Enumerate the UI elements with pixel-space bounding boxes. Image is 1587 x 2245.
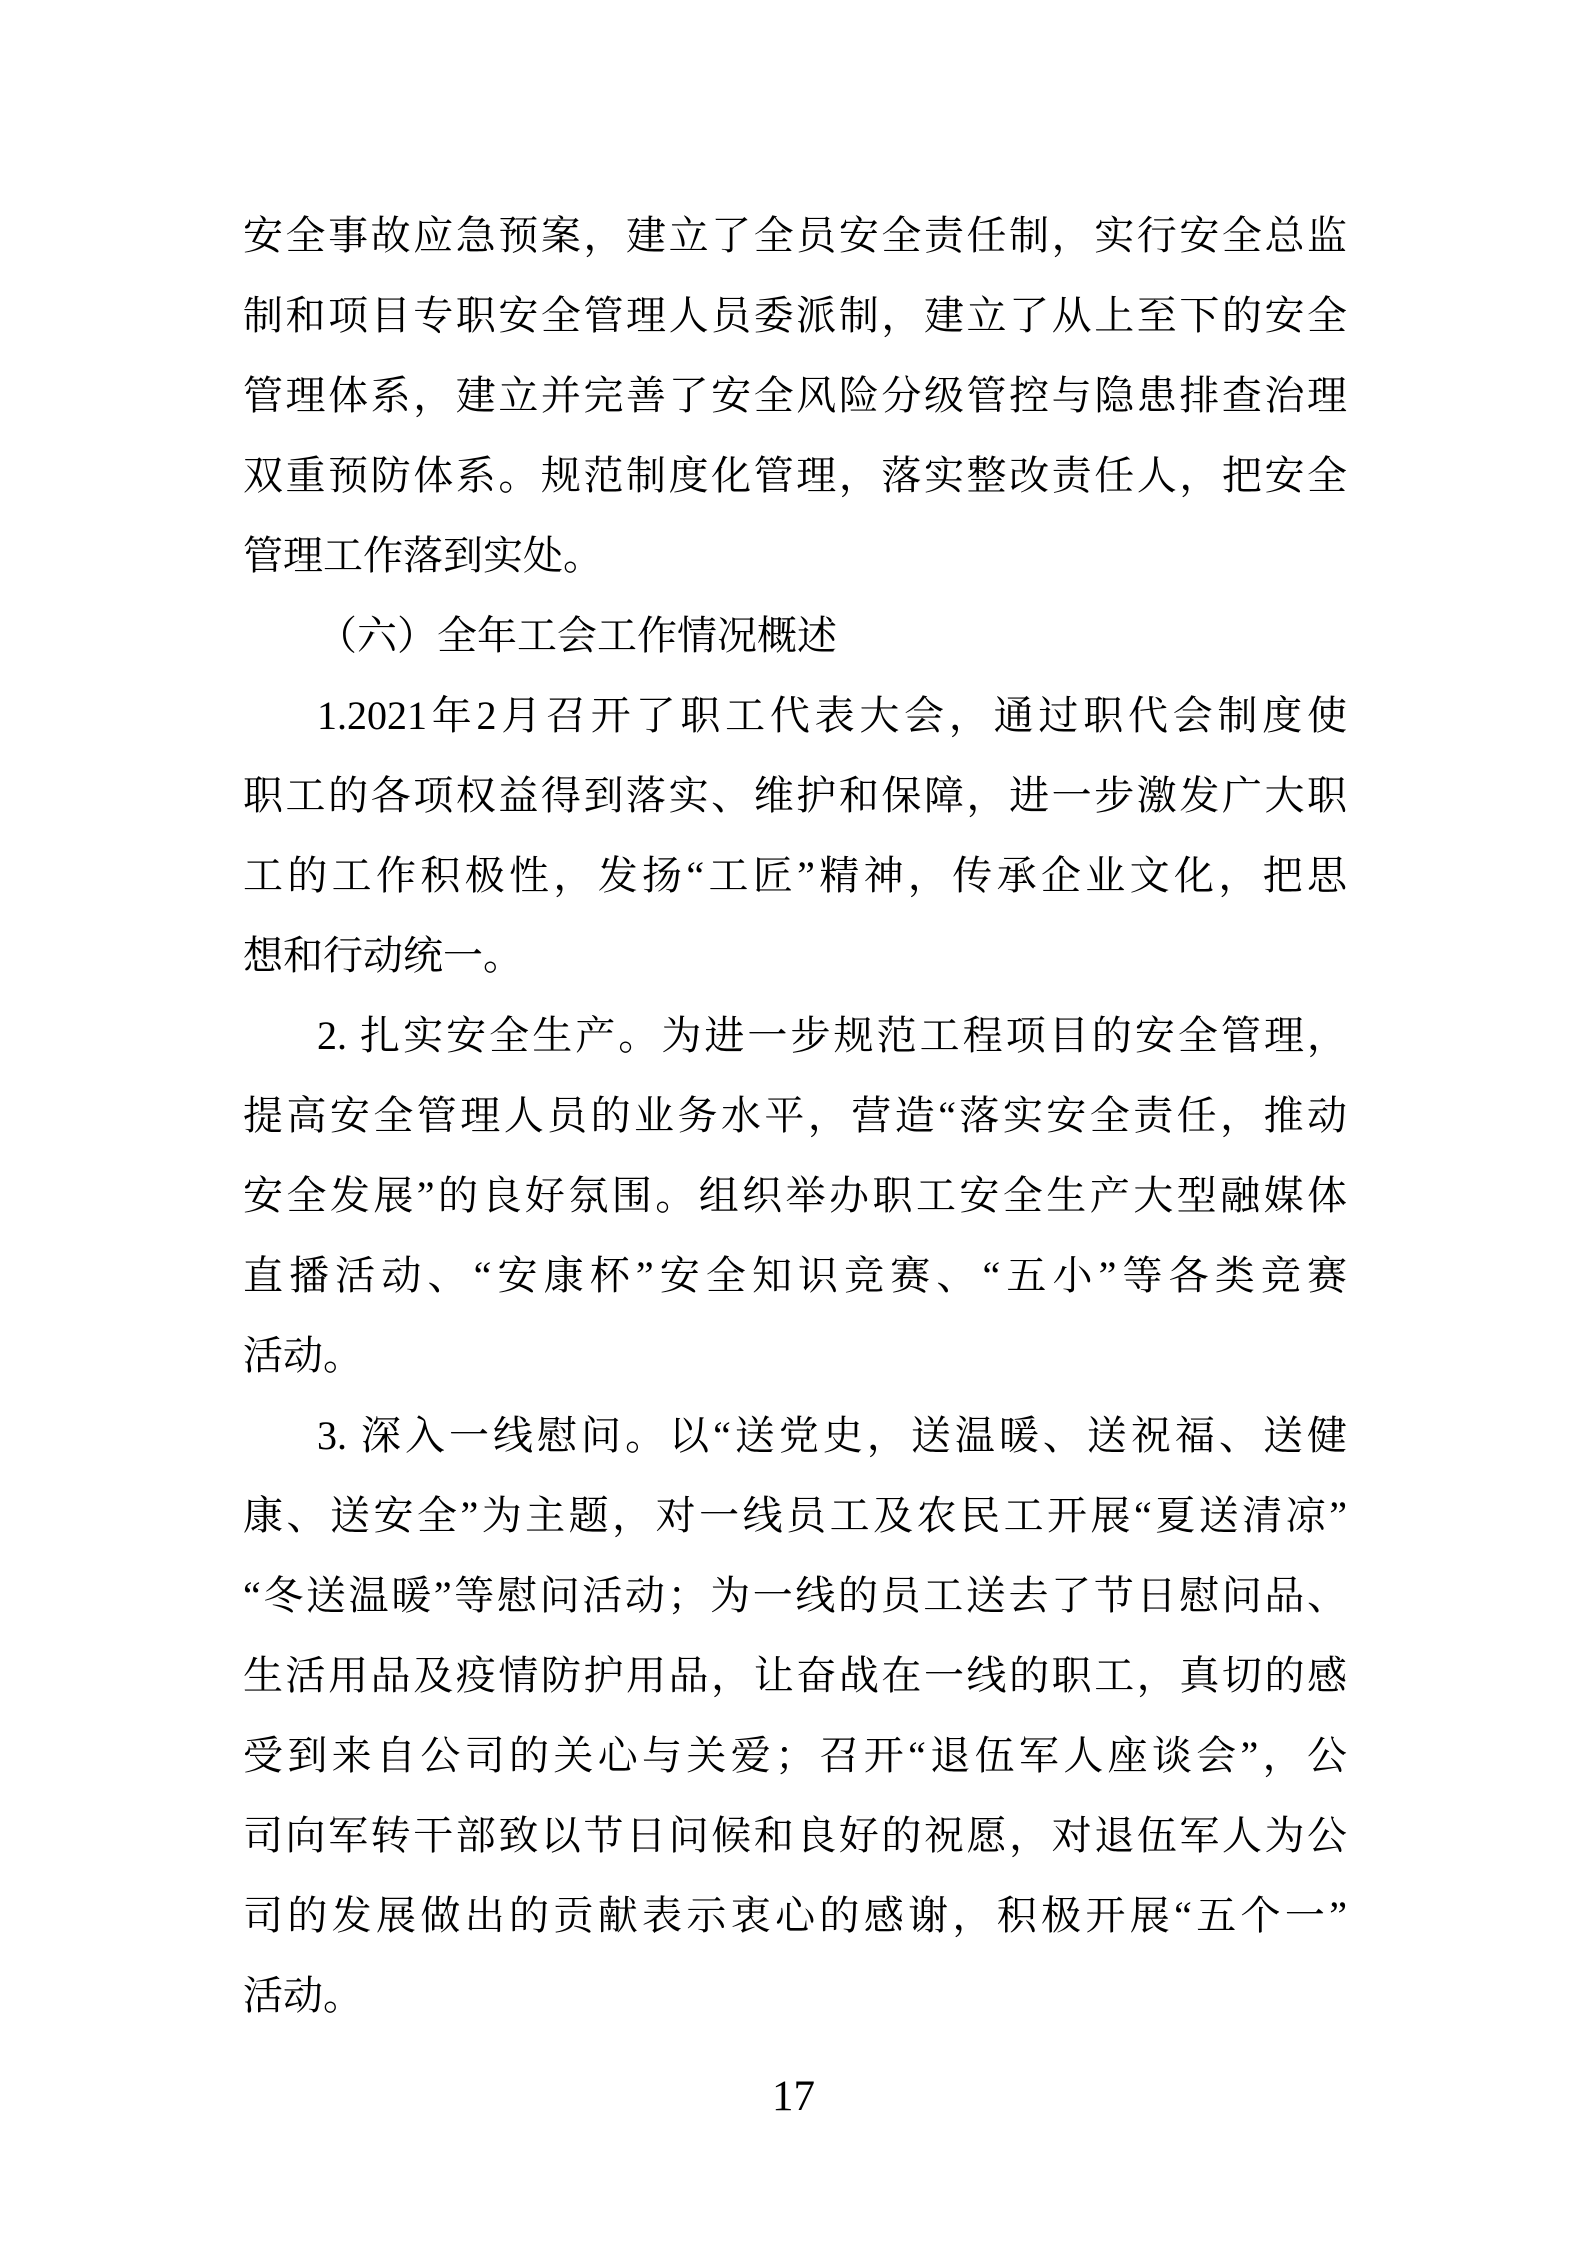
- paragraph: [243, 996, 1347, 1396]
- text-line: （六）全年工会工作情况概述: [317, 613, 837, 658]
- text-line: 直播活动、“安康杯”安全知识竞赛、“五小”等各类竞赛: [243, 1253, 1347, 1298]
- text-line: 2. 扎实安全生产。为进一步规范工程项目的安全管理，: [317, 1013, 1347, 1058]
- text-line: 双重预防体系。规范制度化管理，落实整改责任人，把安全: [243, 453, 1347, 498]
- text-line: 受到来自公司的关心与关爱；召开“退伍军人座谈会”，公: [243, 1733, 1347, 1778]
- section-heading: [243, 596, 1347, 676]
- text-line: 工的工作积极性，发扬“工匠”精神，传承企业文化，把思: [243, 853, 1347, 898]
- text-line: “冬送温暖”等慰问活动；为一线的员工送去了节日慰问品、: [243, 1573, 1347, 1618]
- text-line: 制和项目专职安全管理人员委派制，建立了从上至下的安全: [243, 293, 1347, 338]
- text-line: 管理工作落到实处。: [243, 533, 603, 578]
- text-line: 司向军转干部致以节日问候和良好的祝愿，对退伍军人为公: [243, 1813, 1347, 1858]
- text-line: 司的发展做出的贡献表示衷心的感谢，积极开展“五个一”: [243, 1893, 1347, 1938]
- text-line: 活动。: [243, 1333, 363, 1378]
- text-line: 1.2021年2月召开了职工代表大会，通过职代会制度使: [317, 693, 1347, 738]
- text-line: 活动。: [243, 1973, 363, 2018]
- text-line: 生活用品及疫情防护用品，让奋战在一线的职工，真切的感: [243, 1653, 1347, 1698]
- text-line: 管理体系，建立并完善了安全风险分级管控与隐患排查治理: [243, 373, 1347, 418]
- text-line: 提高安全管理人员的业务水平，营造“落实安全责任，推动: [243, 1093, 1347, 1138]
- paragraph: [243, 676, 1347, 996]
- text-line: 安全事故应急预案，建立了全员安全责任制，实行安全总监: [243, 213, 1347, 258]
- text-line: 职工的各项权益得到落实、维护和保障，进一步激发广大职: [243, 773, 1347, 818]
- text-line: 想和行动统一。: [243, 933, 523, 978]
- text-line: 3. 深入一线慰问。以“送党史，送温暖、送祝福、送健: [317, 1413, 1347, 1458]
- text-line: 安全发展”的良好氛围。组织举办职工安全生产大型融媒体: [243, 1173, 1347, 1218]
- page-number: 17: [772, 2073, 815, 2120]
- document-body: [243, 196, 1347, 2036]
- paragraph: [243, 1396, 1347, 2036]
- text-line: 康、送安全”为主题，对一线员工及农民工开展“夏送清凉”: [243, 1493, 1347, 1538]
- paragraph: [243, 196, 1347, 596]
